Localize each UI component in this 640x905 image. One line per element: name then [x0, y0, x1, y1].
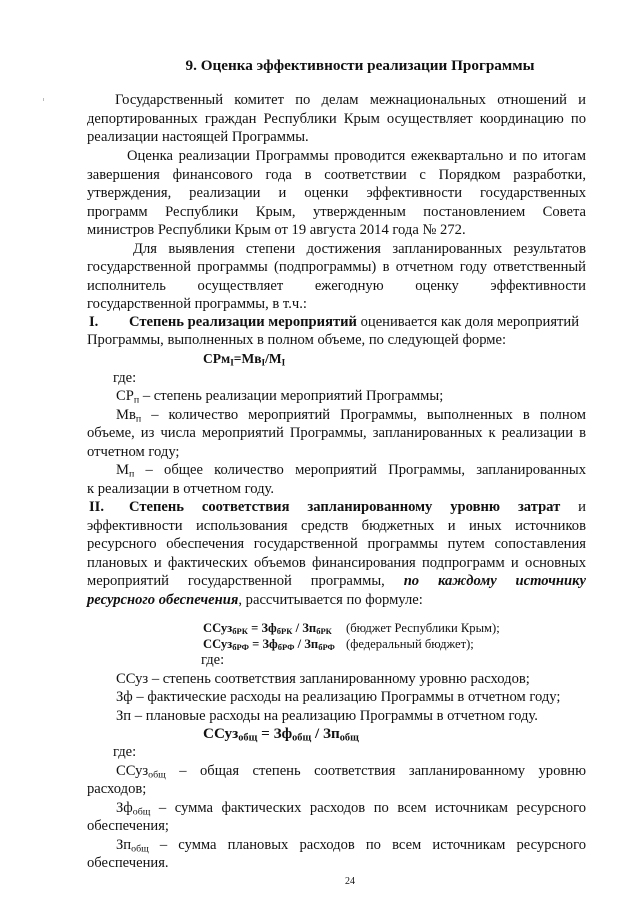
p1-line-1: Государственный комитет по делам межнациональных отношений и	[115, 92, 586, 108]
s2-line-2: эффективности использования средств бюджетных и иных источников	[87, 518, 586, 534]
where-label-2: где:	[201, 652, 225, 668]
def-mv-line-2: объеме, из числа мероприятий Программы, запланированных к реализации в	[87, 425, 586, 441]
formula-budget-rf-note: (федеральный бюджет);	[346, 637, 474, 651]
s2-line-6: ресурсного обеспечения, рассчитывается по формуле:	[87, 592, 423, 608]
s1-line-2: Программы, выполненных в полном объеме, по следующей форме:	[87, 332, 507, 348]
p2-line-5: министров Республики Крым от 19 августа 2014 года № 272.	[87, 222, 466, 238]
p1-line-3: реализации настоящей Программы.	[87, 129, 309, 145]
def-sr: $СР_п$ – степень реализации мероприятий Программы;	[116, 388, 444, 406]
section-title: 9. Оценка эффективности реализации Программы	[185, 57, 535, 74]
s2-heading-tail: и	[560, 499, 586, 515]
p3-line-3: исполнитель осуществляет ежегодную оценку эффективности	[87, 278, 586, 294]
def-mv: $Мв_п$ – количество мероприятий Программы, выполненных в полном	[116, 407, 586, 425]
formula-1: $СРм_I=Мв_I/М_I$	[203, 351, 286, 368]
p2-line-4: программ Республики Крым, утвержденным постановлением Совета	[87, 204, 586, 220]
def-m-line-2: к реализации в отчетном году.	[87, 481, 275, 497]
p3-line-4: государственной программы, в т.ч.:	[87, 296, 307, 312]
formula-total: ССуз$_{общ}$ = $Зф_{общ} / Зп_{общ}$	[203, 725, 359, 744]
def-zp: Зп – плановые расходы на реализацию Программы в отчетном году.	[116, 708, 538, 724]
s1-number: I.	[89, 314, 99, 330]
def-zf-total-line-2: обеспечения;	[87, 818, 169, 834]
p3-line-2: государственной программы (подпрограммы) в отчетном году ответственный	[87, 259, 586, 275]
p2-line-1: Оценка реализации Программы проводится ежеквартально и по итогам	[127, 148, 586, 164]
p2-line-2: завершения финансового года в соответствии с Порядком разработки,	[87, 167, 586, 183]
s2-line-5: мероприятий государственной программы, по каждому источнику	[87, 573, 586, 589]
def-zf-total: $Зф_{общ}$ – сумма фактических расходов по всем источникам ресурсного	[116, 800, 586, 818]
p1-line-2: депортированных граждан Республики Крым осуществляет координацию по	[87, 111, 586, 127]
formula-budget-rk-note: (бюджет Республики Крым);	[346, 621, 500, 635]
formula-budget-rf: ССуз$_{бРФ}$ = $Зф_{бРФ} / Зп_{бРФ}$	[203, 637, 335, 653]
where-label-3: где:	[113, 744, 137, 760]
scan-mark	[43, 98, 44, 101]
where-label-1: где:	[113, 370, 137, 386]
s2-number: II.	[89, 499, 105, 515]
def-ssuz-total-line-2: расходов;	[87, 781, 147, 797]
p2-line-3: утверждения, реализации и оценки эффективности государственных	[87, 185, 586, 201]
def-zf: Зф – фактические расходы на реализацию Программы в отчетном году;	[116, 689, 561, 705]
p3-line-1: Для выявления степени достижения запланированных результатов	[133, 241, 586, 257]
def-m: $М_п$ – общее количество мероприятий Программы, запланированных	[116, 462, 586, 480]
def-mv-line-3: отчетном году;	[87, 444, 180, 460]
def-ssuz: ССуз – степень соответствия запланированному уровню расходов;	[116, 671, 530, 687]
s1-heading: Степень реализации мероприятий	[129, 314, 357, 330]
page-number: 24	[345, 876, 355, 887]
def-ssuz-total: ССуз$_{общ}$ – общая степень соответствия запланированному уровню	[116, 763, 586, 781]
s2-heading: Степень соответствия запланированному уровню затрат	[129, 499, 561, 515]
def-zp-total: $Зп_{общ}$ – сумма плановых расходов по всем источникам ресурсного	[116, 837, 586, 855]
s2-heading-line	[129, 498, 586, 516]
s2-line-3: ресурсного обеспечения государственной программы путем сопоставления	[87, 536, 586, 552]
formula-budget-rk: ССуз$_{бРК}$ = $Зф_{бРК} / Зп_{бРК}$	[203, 621, 332, 637]
s1-heading-line	[129, 313, 579, 331]
s1-heading-rest: оценивается как доля мероприятий	[356, 314, 580, 330]
def-zp-total-line-2: обеспечения.	[87, 855, 169, 871]
s2-line-4: плановых и фактических объемов финансирования подпрограмм и основных	[87, 555, 586, 571]
